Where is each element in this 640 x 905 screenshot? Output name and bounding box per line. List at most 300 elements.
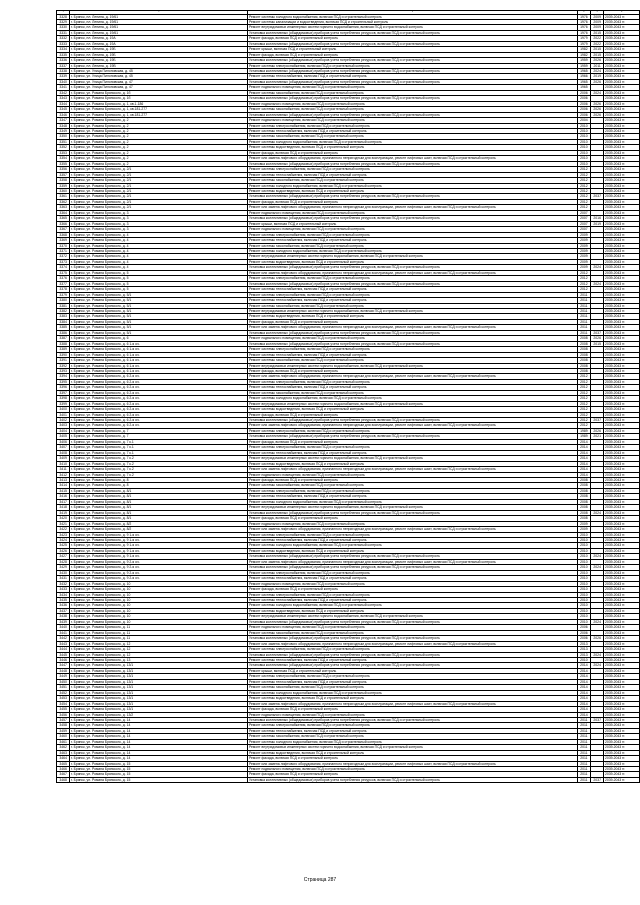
work-type-cell: Ремонт или замена лифтового оборудования, признанного непригодным для эксплуатации, ремонт лифтовых шахт, включая ПСД и строительный контроль xyxy=(248,156,577,161)
row-number-cell: 3405 xyxy=(57,434,70,439)
row-number-cell: 3398 xyxy=(57,396,70,401)
house-address-cell: г. Брянск, ул. Романа Брянского, д. 6 1-я оч. xyxy=(70,358,248,363)
year-built-cell: 2008 xyxy=(577,363,590,368)
planned-period-cell: 2039-2043 гг. xyxy=(604,652,640,657)
planned-period-cell: 2039-2043 гг. xyxy=(604,576,640,581)
row-number-cell: 3336 xyxy=(57,58,70,63)
row-number-cell: 3389 xyxy=(57,347,70,352)
year-last-repair-cell: 2024 xyxy=(591,554,604,559)
column-number: 1 xyxy=(57,11,70,15)
work-type-cell: Ремонт фасада, включая ПСД и строительный контроль xyxy=(248,478,577,483)
work-type-cell: Установка коллективных (общедомовых) приборов учета потребления ресурсов, включая ПСД и строительный контроль xyxy=(248,69,577,74)
work-type-cell: Ремонт системы теплоснабжения, включая ПСД и строительный контроль xyxy=(248,657,577,662)
year-built-cell: 2014 xyxy=(577,696,590,701)
year-built-cell: 2014 xyxy=(577,445,590,450)
row-number-cell: 3436 xyxy=(57,603,70,608)
house-address-cell: г. Брянск, ул. Романа Брянского, д. 1б xyxy=(70,90,248,95)
year-last-repair-cell: 2026 xyxy=(591,428,604,433)
row-number-cell: 3394 xyxy=(57,374,70,379)
house-address-cell: г. Брянск, ул. Романа Брянского, д. 5/1 xyxy=(70,325,248,330)
house-address-cell: г. Брянск, ул. Романа Брянского, д. 9 1-я оч. xyxy=(70,538,248,543)
planned-period-cell: 2039-2043 гг. xyxy=(604,194,640,199)
planned-period-cell: 2039-2043 гг. xyxy=(604,336,640,341)
house-address-cell: г. Брянск, ул. Романа Брянского, д. 2/1 xyxy=(70,172,248,177)
row-number-cell: 3361 xyxy=(57,194,70,199)
year-built-cell: 2011 xyxy=(577,750,590,755)
work-type-cell: Ремонт системы газоснабжения, включая ПСД и строительный контроль xyxy=(248,390,577,395)
house-address-cell: г. Брянск, пл. Ленина, д. 19/61 xyxy=(70,14,248,19)
work-type-cell: Ремонт или замена лифтового оборудования, признанного непригодным для эксплуатации, ремонт лифтовых шахт, включая ПСД и строительный контроль xyxy=(248,325,577,330)
year-last-repair-cell: 2022 xyxy=(591,36,604,41)
house-address-cell: г. Брянск, ул. Романа Брянского, д. 6 xyxy=(70,336,248,341)
house-address-cell: г. Брянск, ул. Улица Пилоновская, д. 45 xyxy=(70,69,248,74)
planned-period-cell: 2039-2043 гг. xyxy=(604,227,640,232)
year-built-cell: 2008 xyxy=(577,368,590,373)
planned-period-cell: 2039-2043 гг. xyxy=(604,418,640,423)
house-address-cell: г. Брянск, ул. Романа Брянского, д. 14 xyxy=(70,717,248,722)
work-type-cell: Ремонт системы холодного водоснабжения, включая ПСД и строительный контроль xyxy=(248,14,577,19)
row-number-cell: 3362 xyxy=(57,199,70,204)
row-number-cell: 3454 xyxy=(57,701,70,706)
planned-period-cell: 2039-2043 гг. xyxy=(604,243,640,248)
planned-period-cell: 2039-2043 гг. xyxy=(604,396,640,401)
year-last-repair-cell: 2015 xyxy=(591,52,604,57)
work-type-cell: Ремонт фасада, включая ПСД и строительный контроль xyxy=(248,439,577,444)
work-type-cell: Ремонт внутридомовых инженерных систем горячего водоснабжения, включая ПСД и строительный контроль xyxy=(248,745,577,750)
row-number-cell: 3429 xyxy=(57,565,70,570)
year-built-cell: 2010 xyxy=(577,161,590,166)
house-address-cell: г. Брянск, ул. Романа Брянского, д. 8 xyxy=(70,478,248,483)
house-address-cell: г. Брянск, ул. Романа Брянского, д. 2 xyxy=(70,150,248,155)
year-built-cell: 2010 xyxy=(577,597,590,602)
planned-period-cell: 2039-2043 гг. xyxy=(604,287,640,292)
house-address-cell: г. Брянск, ул. Романа Брянского, д. 2/1 xyxy=(70,194,248,199)
work-type-cell: Ремонт подвального помещения, включая ПСД и строительный контроль xyxy=(248,581,577,586)
page-number-label: Страница 287 xyxy=(303,877,337,883)
row-number-cell: 3382 xyxy=(57,308,70,313)
row-number-cell: 3392 xyxy=(57,363,70,368)
planned-period-cell: 2039-2043 гг. xyxy=(604,41,640,46)
work-type-cell: Ремонт фасада, включая ПСД и строительный контроль xyxy=(248,412,577,417)
row-number-cell: 3376 xyxy=(57,276,70,281)
house-address-cell: г. Брянск, ул. Романа Брянского, д. 3 xyxy=(70,216,248,221)
planned-period-cell: 2039-2043 гг. xyxy=(604,450,640,455)
row-number-cell: 3411 xyxy=(57,467,70,472)
year-built-cell: 1959 xyxy=(577,58,590,63)
house-address-cell: г. Брянск, ул. Романа Брянского, д. 7 xyxy=(70,428,248,433)
year-built-cell: 2010 xyxy=(577,565,590,570)
column-number: 3 xyxy=(248,11,577,15)
work-type-cell: Ремонт системы теплоснабжения, включая ПСД и строительный контроль xyxy=(248,494,577,499)
year-built-cell: 2012 xyxy=(577,199,590,204)
house-address-cell: г. Брянск, ул. Романа Брянского, д. 8/1 xyxy=(70,494,248,499)
work-type-cell: Установка коллективных (общедомовых) приборов учета потребления ресурсов, включая ПСД и строительный контроль xyxy=(248,41,577,46)
year-built-cell: 2008 xyxy=(577,494,590,499)
house-address-cell: г. Брянск, пл. Ленина, д. 19А xyxy=(70,36,248,41)
row-number-cell: 3459 xyxy=(57,728,70,733)
row-number-cell: 3342 xyxy=(57,90,70,95)
work-type-cell: Ремонт системы водоотведения, включая ПСД и строительный контроль xyxy=(248,407,577,412)
work-type-cell: Ремонт системы теплоснабжения, включая ПСД и строительный контроль xyxy=(248,352,577,357)
house-address-cell: г. Брянск, ул. Романа Брянского, д. 8/2 xyxy=(70,527,248,532)
house-address-cell: г. Брянск, ул. Романа Брянского, д. 3 xyxy=(70,221,248,226)
year-last-repair-cell: 2026 xyxy=(591,107,604,112)
work-type-cell: Ремонт крыши, включая ПСД и строительный контроль xyxy=(248,668,577,673)
planned-period-cell: 2039-2043 гг. xyxy=(604,663,640,668)
year-last-repair-cell: 2019 xyxy=(591,74,604,79)
year-last-repair-cell: 2026 xyxy=(591,58,604,63)
planned-period-cell: 2039-2043 гг. xyxy=(604,368,640,373)
row-number-cell: 3449 xyxy=(57,674,70,679)
work-type-cell: Ремонт внутридомовых инженерных систем горячего водоснабжения, включая ПСД и строительный контроль xyxy=(248,254,577,259)
year-built-cell: 2011 xyxy=(577,739,590,744)
year-built-cell: 2008 xyxy=(577,510,590,515)
planned-period-cell: 2039-2043 гг. xyxy=(604,701,640,706)
house-address-cell: г. Брянск, ул. Романа Брянского, д. 6 2-я оч. xyxy=(70,423,248,428)
row-number-cell: 3450 xyxy=(57,679,70,684)
planned-period-cell: 2039-2043 гг. xyxy=(604,145,640,150)
row-number-cell: 3350 xyxy=(57,134,70,139)
year-built-cell: 2014 xyxy=(577,685,590,690)
year-built-cell: 2011 xyxy=(577,292,590,297)
year-built-cell: 2010 xyxy=(577,145,590,150)
house-address-cell: г. Брянск, ул. Романа Брянского, д. 5 xyxy=(70,270,248,275)
planned-period-cell: 2039-2043 гг. xyxy=(604,592,640,597)
house-address-cell: г. Брянск, ул. Романа Брянского, д. 10 xyxy=(70,587,248,592)
work-type-cell: Ремонт или замена лифтового оборудования, признанного непригодным для эксплуатации, ремонт лифтовых шахт, включая ПСД и строительный контроль xyxy=(248,701,577,706)
row-number-cell: 3402 xyxy=(57,418,70,423)
table-row xyxy=(57,777,640,782)
row-number-cell: 3437 xyxy=(57,608,70,613)
work-type-cell: Ремонт системы теплоснабжения, включая ПСД и строительный контроль xyxy=(248,597,577,602)
row-number-cell: 3360 xyxy=(57,189,70,194)
planned-period-cell: 2039-2043 гг. xyxy=(604,25,640,30)
row-number-cell: 3431 xyxy=(57,576,70,581)
work-type-cell: Ремонт системы теплоснабжения, включая ПСД и строительный контроль xyxy=(248,450,577,455)
year-built-cell: 2004 xyxy=(577,118,590,123)
planned-period-cell: 2039-2043 гг. xyxy=(604,707,640,712)
row-number-cell: 3409 xyxy=(57,456,70,461)
year-built-cell: 2011 xyxy=(577,777,590,782)
row-number-cell: 3464 xyxy=(57,756,70,761)
work-type-cell: Ремонт или замена лифтового оборудования, признанного непригодным для эксплуатации, ремонт лифтовых шахт, включая ПСД и строительный контроль xyxy=(248,374,577,379)
work-type-cell: Ремонт системы холодного водоснабжения, включая ПСД и строительный контроль xyxy=(248,739,577,744)
year-built-cell: 2010 xyxy=(577,587,590,592)
row-number-cell: 3348 xyxy=(57,123,70,128)
house-address-cell: г. Брянск, ул. Улица Пилоновская, д. 45 xyxy=(70,74,248,79)
house-address-cell: г. Брянск, ул. Романа Брянского, д. 6 2-я оч. xyxy=(70,379,248,384)
year-last-repair-cell: 2024 xyxy=(591,510,604,515)
planned-period-cell: 2039-2043 гг. xyxy=(604,767,640,772)
row-number-cell: 3335 xyxy=(57,52,70,57)
planned-period-cell: 2039-2043 гг. xyxy=(604,603,640,608)
work-type-cell: Ремонт или замена лифтового оборудования, признанного непригодным для эксплуатации, ремонт лифтовых шахт, включая ПСД и строительный контроль xyxy=(248,559,577,564)
planned-period-cell: 2039-2043 гг. xyxy=(604,112,640,117)
house-address-cell: г. Брянск, ул. Романа Брянского, д. 9 2-я оч. xyxy=(70,570,248,575)
year-built-cell: 2011 xyxy=(577,745,590,750)
work-type-cell: Ремонт или замена лифтового оборудования, признанного непригодным для эксплуатации, ремонт лифтовых шахт, включая ПСД и строительный контроль xyxy=(248,423,577,428)
work-type-cell: Ремонт системы холодного водоснабжения, включая ПСД и строительный контроль xyxy=(248,139,577,144)
planned-period-cell: 2039-2043 гг. xyxy=(604,717,640,722)
planned-period-cell: 2039-2043 гг. xyxy=(604,581,640,586)
row-number-cell: 3368 xyxy=(57,232,70,237)
house-address-cell: г. Брянск, ул. Романа Брянского, д. 6 1-я оч. xyxy=(70,363,248,368)
house-address-cell: г. Брянск, пл. Ленина, д. 19Б xyxy=(70,52,248,57)
planned-period-cell: 2039-2043 гг. xyxy=(604,696,640,701)
work-type-cell: Установка коллективных (общедомовых) приборов учета потребления ресурсов, включая ПСД и строительный контроль xyxy=(248,281,577,286)
row-number-cell: 3428 xyxy=(57,559,70,564)
house-address-cell: г. Брянск, пл. Ленина, д. 19А xyxy=(70,41,248,46)
work-type-cell: Ремонт подвального помещения, включая ПСД и строительный контроль xyxy=(248,472,577,477)
house-address-cell: г. Брянск, ул. Романа Брянского, д. 1б xyxy=(70,96,248,101)
row-number-cell: 3374 xyxy=(57,265,70,270)
year-built-cell: 1959 xyxy=(577,63,590,68)
planned-period-cell: 2039-2043 гг. xyxy=(604,772,640,777)
work-type-cell: Ремонт системы электроснабжения, включая ПСД и строительный контроль xyxy=(248,379,577,384)
row-number-cell: 3375 xyxy=(57,270,70,275)
planned-period-cell: 2039-2043 гг. xyxy=(604,156,640,161)
year-built-cell: 1982 xyxy=(577,47,590,52)
planned-period-cell: 2039-2043 гг. xyxy=(604,559,640,564)
planned-period-cell: 2039-2043 гг. xyxy=(604,685,640,690)
year-built-cell: 1966 xyxy=(577,74,590,79)
year-built-cell: 2012 xyxy=(577,385,590,390)
year-built-cell: 2014 xyxy=(577,461,590,466)
planned-period-cell: 2039-2043 гг. xyxy=(604,47,640,52)
year-built-cell: 2010 xyxy=(577,129,590,134)
work-type-cell: Установка коллективных (общедомовых) приборов учета потребления ресурсов, включая ПСД и строительный контроль xyxy=(248,79,577,84)
year-built-cell: 2012 xyxy=(577,379,590,384)
planned-period-cell: 2039-2043 гг. xyxy=(604,619,640,624)
year-built-cell: 2010 xyxy=(577,576,590,581)
year-built-cell: 2010 xyxy=(577,532,590,537)
work-type-cell: Установка коллективных (общедомовых) приборов учета потребления ресурсов, включая ПСД и строительный контроль xyxy=(248,194,577,199)
year-built-cell: 2008 xyxy=(577,341,590,346)
row-number-cell: 3328 xyxy=(57,14,70,19)
house-address-cell: г. Брянск, ул. Романа Брянского, д. 14 xyxy=(70,739,248,744)
work-type-cell: Ремонт подвального помещения, включая ПСД и строительный контроль xyxy=(248,101,577,106)
house-address-cell: г. Брянск, пл. Ленина, д. 19Б xyxy=(70,47,248,52)
planned-period-cell: 2039-2043 гг. xyxy=(604,761,640,766)
house-address-cell: г. Брянск, ул. Романа Брянского, д. 12 xyxy=(70,652,248,657)
house-address-cell: г. Брянск, ул. Романа Брянского, д. 4 xyxy=(70,243,248,248)
planned-period-cell: 2039-2043 гг. xyxy=(604,79,640,84)
planned-period-cell: 2039-2043 гг. xyxy=(604,668,640,673)
house-address-cell: г. Брянск, ул. Романа Брянского, д. 7 к.2 xyxy=(70,472,248,477)
planned-period-cell: 2039-2043 гг. xyxy=(604,554,640,559)
house-address-cell: г. Брянск, ул. Романа Брянского, д. 14 xyxy=(70,750,248,755)
row-number-cell: 3451 xyxy=(57,685,70,690)
row-number-cell: 3440 xyxy=(57,625,70,630)
year-built-cell: 2009 xyxy=(577,527,590,532)
planned-period-cell: 2039-2043 гг. xyxy=(604,494,640,499)
row-number-cell: 3379 xyxy=(57,292,70,297)
year-built-cell: 2014 xyxy=(577,472,590,477)
column-number: 4 xyxy=(577,11,590,15)
work-type-cell: Ремонт системы водоотведения, включая ПСД и строительный контроль xyxy=(248,750,577,755)
planned-period-cell: 2039-2043 гг. xyxy=(604,167,640,172)
work-type-cell: Ремонт фасада, включая ПСД и строительный контроль xyxy=(248,319,577,324)
planned-period-cell: 2039-2043 гг. xyxy=(604,90,640,95)
planned-period-cell: 2039-2043 гг. xyxy=(604,505,640,510)
year-built-cell: 2014 xyxy=(577,701,590,706)
year-built-cell: 2013 xyxy=(577,652,590,657)
planned-period-cell: 2039-2043 гг. xyxy=(604,199,640,204)
year-built-cell: 2012 xyxy=(577,167,590,172)
row-number-cell: 3415 xyxy=(57,488,70,493)
row-number-cell: 3397 xyxy=(57,390,70,395)
year-last-repair-cell: 2015 xyxy=(591,30,604,35)
planned-period-cell: 2039-2043 гг. xyxy=(604,625,640,630)
house-address-cell: г. Брянск, ул. Романа Брянского, д. 14 xyxy=(70,723,248,728)
row-number-cell: 3381 xyxy=(57,303,70,308)
row-number-cell: 3338 xyxy=(57,69,70,74)
house-address-cell: г. Брянск, ул. Романа Брянского, д. 13/1 xyxy=(70,685,248,690)
row-number-cell: 3383 xyxy=(57,314,70,319)
planned-period-cell: 2039-2043 гг. xyxy=(604,314,640,319)
planned-period-cell: 2039-2043 гг. xyxy=(604,745,640,750)
row-number-cell: 3331 xyxy=(57,30,70,35)
row-number-cell: 3363 xyxy=(57,205,70,210)
year-built-cell: 2011 xyxy=(577,734,590,739)
house-address-cell: г. Брянск, ул. Романа Брянского, д. 2/1 xyxy=(70,167,248,172)
row-number-cell: 3351 xyxy=(57,139,70,144)
work-type-cell: Ремонт системы водоотведения, включая ПСД и строительный контроль xyxy=(248,608,577,613)
year-built-cell: 2012 xyxy=(577,390,590,395)
planned-period-cell: 2039-2043 гг. xyxy=(604,510,640,515)
register-table-page xyxy=(56,10,640,866)
year-built-cell: 2012 xyxy=(577,276,590,281)
house-address-cell: г. Брянск, ул. Романа Брянского, д. 8 xyxy=(70,483,248,488)
planned-period-cell: 2039-2043 гг. xyxy=(604,401,640,406)
row-number-cell: 3433 xyxy=(57,587,70,592)
planned-period-cell: 2039-2043 гг. xyxy=(604,445,640,450)
year-built-cell: 2008 xyxy=(577,336,590,341)
house-address-cell: г. Брянск, ул. Романа Брянского, д. 5/1 xyxy=(70,319,248,324)
work-type-cell: Ремонт фасада, включая ПСД и строительный контроль xyxy=(248,516,577,521)
planned-period-cell: 2039-2043 гг. xyxy=(604,608,640,613)
year-built-cell: 2006 xyxy=(577,101,590,106)
year-last-repair-cell: 2015 xyxy=(591,341,604,346)
work-type-cell: Установка коллективных (общедомовых) приборов учета потребления ресурсов, включая ПСД и строительный контроль xyxy=(248,96,577,101)
year-built-cell: 1979 xyxy=(577,36,590,41)
row-number-cell: 3332 xyxy=(57,36,70,41)
work-type-cell: Ремонт подвального помещения, включая ПСД и строительный контроль xyxy=(248,227,577,232)
planned-period-cell: 2039-2043 гг. xyxy=(604,456,640,461)
row-number-cell: 3346 xyxy=(57,112,70,117)
row-number-cell: 3432 xyxy=(57,581,70,586)
house-address-cell: г. Брянск, ул. Романа Брянского, д. 3 xyxy=(70,210,248,215)
work-type-cell: Ремонт системы электроснабжения, включая ПСД и строительный контроль xyxy=(248,63,577,68)
planned-period-cell: 2039-2043 гг. xyxy=(604,325,640,330)
row-number-cell: 3443 xyxy=(57,641,70,646)
year-built-cell: 1979 xyxy=(577,41,590,46)
year-built-cell: 2010 xyxy=(577,570,590,575)
house-address-cell: г. Брянск, ул. Романа Брянского, д. 9 1-я оч. xyxy=(70,543,248,548)
work-type-cell: Ремонт системы газоснабжения, включая ПСД и строительный контроль xyxy=(248,90,577,95)
year-built-cell: 2009 xyxy=(577,259,590,264)
house-address-cell: г. Брянск, ул. Романа Брянского, д. 2/1 xyxy=(70,189,248,194)
work-type-cell: Ремонт фасада, включая ПСД и строительный контроль xyxy=(248,772,577,777)
planned-period-cell: 2039-2043 гг. xyxy=(604,423,640,428)
planned-period-cell: 2039-2043 гг. xyxy=(604,467,640,472)
row-number-cell: 3393 xyxy=(57,368,70,373)
planned-period-cell: 2039-2043 гг. xyxy=(604,543,640,548)
year-built-cell: 2012 xyxy=(577,423,590,428)
year-last-repair-cell: 2024 xyxy=(591,663,604,668)
house-address-cell: г. Брянск, ул. Романа Брянского, д. 10 xyxy=(70,603,248,608)
year-built-cell: 2012 xyxy=(577,183,590,188)
house-address-cell: г. Брянск, ул. Романа Брянского, д. 13/1 xyxy=(70,707,248,712)
house-address-cell: г. Брянск, ул. Романа Брянского, д. 9 1-я оч. xyxy=(70,554,248,559)
row-number-cell: 3461 xyxy=(57,739,70,744)
house-address-cell: г. Брянск, ул. Романа Брянского, д. 5 xyxy=(70,287,248,292)
planned-period-cell: 2039-2043 гг. xyxy=(604,172,640,177)
work-type-cell: Установка коллективных (общедомовых) приборов учета потребления ресурсов, включая ПСД и строительный контроль xyxy=(248,554,577,559)
house-address-cell: г. Брянск, ул. Улица Пилоновская, д. 47 xyxy=(70,85,248,90)
planned-period-cell: 2039-2043 гг. xyxy=(604,548,640,553)
house-address-cell: г. Брянск, ул. Романа Брянского, д. 13/1 xyxy=(70,701,248,706)
planned-period-cell: 2039-2043 гг. xyxy=(604,636,640,641)
house-address-cell: г. Брянск, ул. Романа Брянского, д. 5/1 xyxy=(70,303,248,308)
work-type-cell: Ремонт системы газоснабжения, включая ПСД и строительный контроль xyxy=(248,107,577,112)
row-number-cell: 3423 xyxy=(57,532,70,537)
house-address-cell: г. Брянск, ул. Романа Брянского, д. 2 xyxy=(70,118,248,123)
year-built-cell: 2011 xyxy=(577,772,590,777)
year-built-cell: 1989 xyxy=(577,428,590,433)
planned-period-cell: 2039-2043 гг. xyxy=(604,647,640,652)
work-type-cell: Установка коллективных (общедомовых) приборов учета потребления ресурсов, включая ПСД и строительный контроль xyxy=(248,341,577,346)
house-address-cell: г. Брянск, ул. Романа Брянского, д. 1, кв.181-277 xyxy=(70,107,248,112)
work-type-cell: Ремонт системы электроснабжения, включая ПСД и строительный контроль xyxy=(248,232,577,237)
planned-period-cell: 2039-2043 гг. xyxy=(604,161,640,166)
planned-period-cell: 2039-2043 гг. xyxy=(604,330,640,335)
work-type-cell: Ремонт или замена лифтового оборудования, признанного непригодным для эксплуатации, ремонт лифтовых шахт, включая ПСД и строительный контроль xyxy=(248,761,577,766)
house-address-cell: г. Брянск, ул. Романа Брянского, д. 7 к.2 xyxy=(70,467,248,472)
year-built-cell: 2014 xyxy=(577,707,590,712)
year-built-cell: 2012 xyxy=(577,287,590,292)
work-type-cell: Ремонт системы холодного водоснабжения, включая ПСД и строительный контроль xyxy=(248,603,577,608)
year-built-cell: 2011 xyxy=(577,723,590,728)
year-built-cell: 2010 xyxy=(577,581,590,586)
row-number-cell: 3439 xyxy=(57,619,70,624)
row-number-cell: 3442 xyxy=(57,636,70,641)
house-address-cell: г. Брянск, ул. Романа Брянского, д. 5/1 xyxy=(70,308,248,313)
work-type-cell: Ремонт подвального помещения, включая ПСД и строительный контроль xyxy=(248,118,577,123)
row-number-cell: 3367 xyxy=(57,227,70,232)
column-number: 2 xyxy=(70,11,248,15)
planned-period-cell: 2039-2043 гг. xyxy=(604,129,640,134)
planned-period-cell: 2039-2043 гг. xyxy=(604,674,640,679)
year-built-cell: 2011 xyxy=(577,303,590,308)
planned-period-cell: 2039-2043 гг. xyxy=(604,488,640,493)
row-number-cell: 3352 xyxy=(57,145,70,150)
row-number-cell: 3441 xyxy=(57,630,70,635)
planned-period-cell: 2039-2043 гг. xyxy=(604,728,640,733)
row-number-cell: 3408 xyxy=(57,450,70,455)
work-type-cell: Ремонт внутридомовых инженерных систем горячего водоснабжения, включая ПСД и строительный контроль xyxy=(248,25,577,30)
house-address-cell: г. Брянск, ул. Романа Брянского, д. 13/1 xyxy=(70,679,248,684)
year-last-repair-cell: 2019 xyxy=(591,221,604,226)
row-number-cell: 3434 xyxy=(57,592,70,597)
year-built-cell: 2014 xyxy=(577,663,590,668)
planned-period-cell: 2039-2043 гг. xyxy=(604,739,640,744)
year-built-cell: 1989 xyxy=(577,434,590,439)
year-built-cell: 2011 xyxy=(577,728,590,733)
row-number-cell: 3424 xyxy=(57,538,70,543)
work-type-cell: Установка коллективных (общедомовых) приборов учета потребления ресурсов, включая ПСД и строительный контроль xyxy=(248,777,577,782)
planned-period-cell: 2039-2043 гг. xyxy=(604,85,640,90)
